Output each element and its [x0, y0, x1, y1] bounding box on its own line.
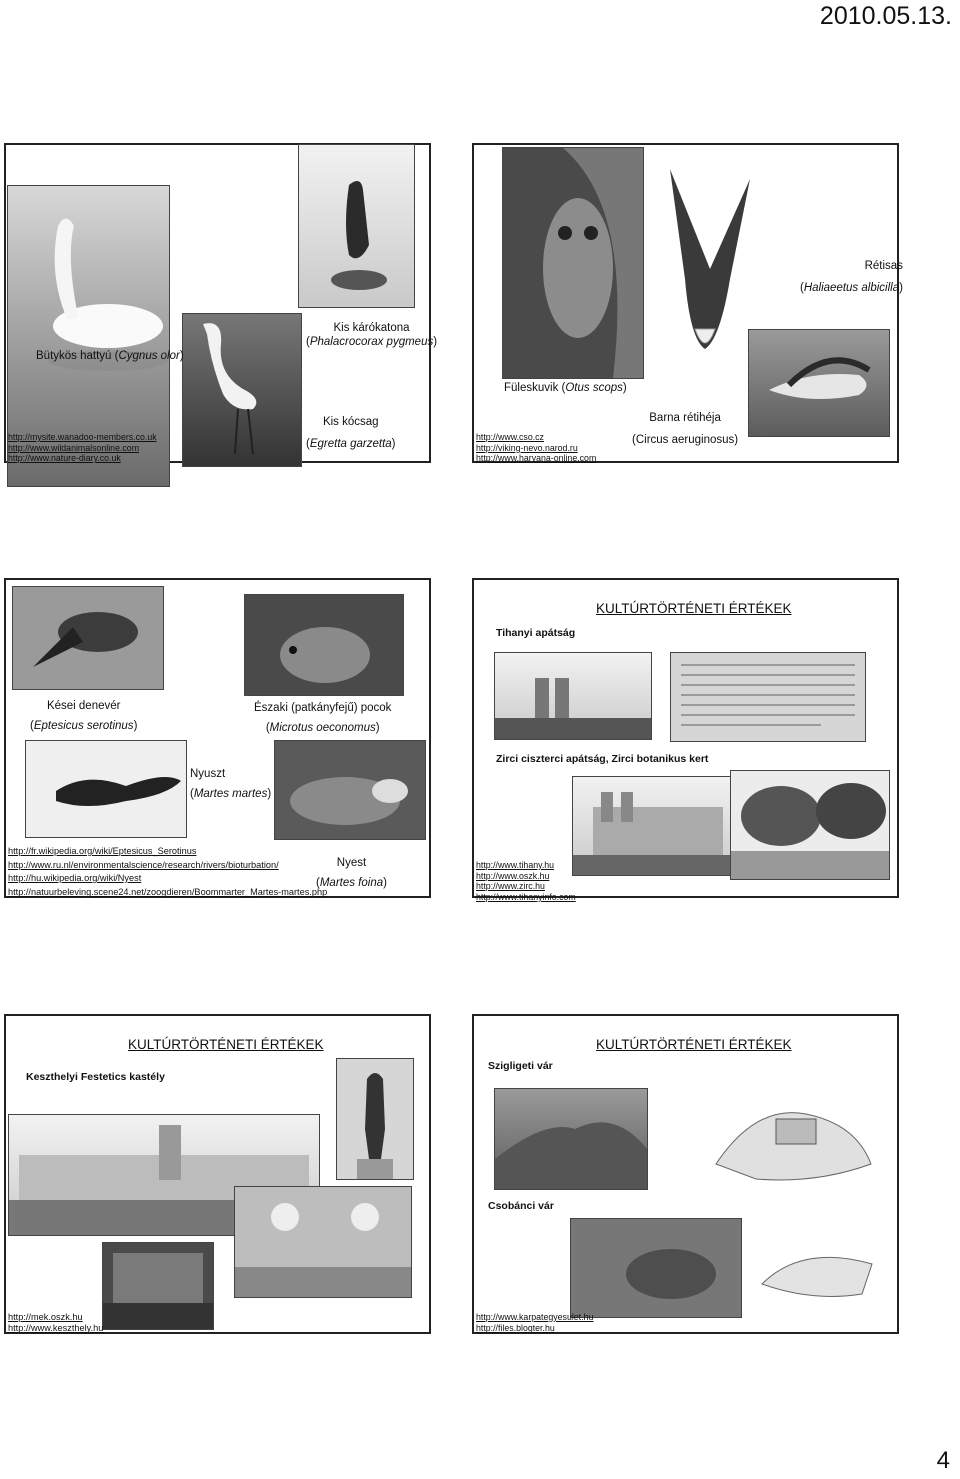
- eagle-caption: Rétisas (Haliaeetus albicilla): [800, 260, 903, 294]
- source-link[interactable]: http://www.keszthely.hu: [8, 1322, 104, 1333]
- festetics-library-photo: [102, 1242, 214, 1330]
- szigliget-drawing: [696, 1084, 886, 1192]
- bat-photo: [12, 586, 164, 690]
- csobanc-drawing: [752, 1224, 882, 1306]
- harrier-caption: Barna rétihéja (Circus aeruginosus): [632, 412, 739, 446]
- egret-caption: Kis kócsag (Egretta garzetta): [306, 416, 396, 450]
- source-link[interactable]: http://mek.oszk.hu: [8, 1312, 83, 1322]
- pine-marten-caption: Nyuszt (Martes martes): [190, 768, 272, 800]
- slide-mammals: [4, 578, 431, 898]
- slide6-sources: [476, 1312, 593, 1333]
- source-link[interactable]: http://viking-nevo.narod.ru: [476, 442, 578, 453]
- slide4-heading: KULTÚRTÖRTÉNETI ÉRTÉKEK: [596, 601, 792, 616]
- slide-raptors: [472, 143, 903, 464]
- slide4-sources: [476, 860, 576, 902]
- egret-photo: [182, 313, 302, 467]
- slide2-sources: [476, 432, 596, 464]
- slide5-heading: KULTÚRTÖRTÉNETI ÉRTÉKEK: [128, 1037, 324, 1052]
- pine-marten-photo: [25, 740, 187, 838]
- stone-marten-photo: [274, 740, 426, 840]
- bat-caption: Kései denevér (Eptesicus serotinus): [30, 700, 138, 732]
- slide-waterbirds: [4, 143, 438, 464]
- vole-caption: Északi (patkányfejű) pocok (Microtus oeconomus): [254, 702, 392, 734]
- slide6-heading: KULTÚRTÖRTÉNETI ÉRTÉKEK: [596, 1037, 792, 1052]
- source-link[interactable]: http://www.karpategyesulet.hu: [476, 1312, 594, 1322]
- swan-caption: Bütykös hattyú (Cygnus olor): [36, 350, 184, 362]
- zirc-label: Zirci ciszterci apátság, Zirci botanikus kert: [496, 753, 709, 765]
- source-link[interactable]: http://www.nature-diary.co.uk: [8, 453, 121, 464]
- source-link[interactable]: http://www.tihany.hu: [476, 860, 555, 870]
- source-link[interactable]: http://files.blogter.hu: [476, 1322, 555, 1333]
- owl-caption: Füleskuvik (Otus scops): [504, 382, 627, 394]
- source-link[interactable]: http://www.zirc.hu: [476, 881, 545, 892]
- tihany-abbey-photo: [494, 652, 652, 740]
- source-link[interactable]: http://www.ru.nl/environmentalscience/research/rivers/bioturbation/: [8, 859, 279, 870]
- slide-cultural-castles: [472, 1014, 899, 1334]
- csobanc-aerial-photo: [570, 1218, 742, 1318]
- slide1-sources: [8, 432, 157, 464]
- tihany-label: Tihanyi apátság: [496, 627, 576, 639]
- stone-marten-caption: Nyest (Martes foina): [316, 857, 387, 889]
- festetics-statue-photo: [336, 1058, 414, 1180]
- source-link[interactable]: http://www.oszk.hu: [476, 870, 550, 881]
- cormorant-photo: [298, 144, 415, 308]
- harrier-photo: [748, 329, 890, 437]
- source-link[interactable]: http://www.wildanimalsonline.com: [8, 442, 140, 453]
- slide-cultural-keszthely: [4, 1014, 431, 1334]
- page-number: 4: [936, 1447, 950, 1474]
- zirc-abbey-photo: [572, 776, 736, 876]
- source-link[interactable]: http://fr.wikipedia.org/wiki/Eptesicus_Serotinus: [8, 846, 197, 856]
- slide-cultural-tihany-zirc: [472, 578, 899, 902]
- page-date: 2010.05.13.: [819, 2, 952, 30]
- owl-photo: [502, 147, 644, 379]
- source-link[interactable]: http://www.tihanyinfo.com: [476, 891, 576, 902]
- szigliget-aerial-photo: [494, 1088, 648, 1190]
- manuscript-photo: [670, 652, 866, 742]
- source-link[interactable]: http://hu.wikipedia.org/wiki/Nyest: [8, 873, 142, 883]
- cormorant-caption: Kis kárókatona (Phalacrocorax pygmeus): [306, 322, 438, 348]
- slide5-sources: [8, 1312, 103, 1333]
- source-link[interactable]: http://www.cso.cz: [476, 432, 544, 442]
- csobanc-label: Csobánci vár: [488, 1200, 554, 1212]
- source-link[interactable]: http://mysite.wanadoo-members.co.uk: [8, 432, 157, 442]
- botanical-garden-photo: [730, 770, 890, 880]
- eagle-photo: [650, 159, 760, 357]
- source-link[interactable]: http://natuurbeleving.scene24.net/zoogdieren/Boommarter_Martes-martes.php: [8, 886, 328, 897]
- szigliget-label: Szigligeti vár: [488, 1060, 553, 1072]
- festetics-hall-photo: [234, 1186, 412, 1298]
- slide3-sources: [8, 845, 327, 899]
- vole-photo: [244, 594, 404, 696]
- source-link[interactable]: http://www.haryana-online.com: [476, 453, 597, 464]
- keszthely-label: Keszthelyi Festetics kastély: [26, 1071, 165, 1083]
